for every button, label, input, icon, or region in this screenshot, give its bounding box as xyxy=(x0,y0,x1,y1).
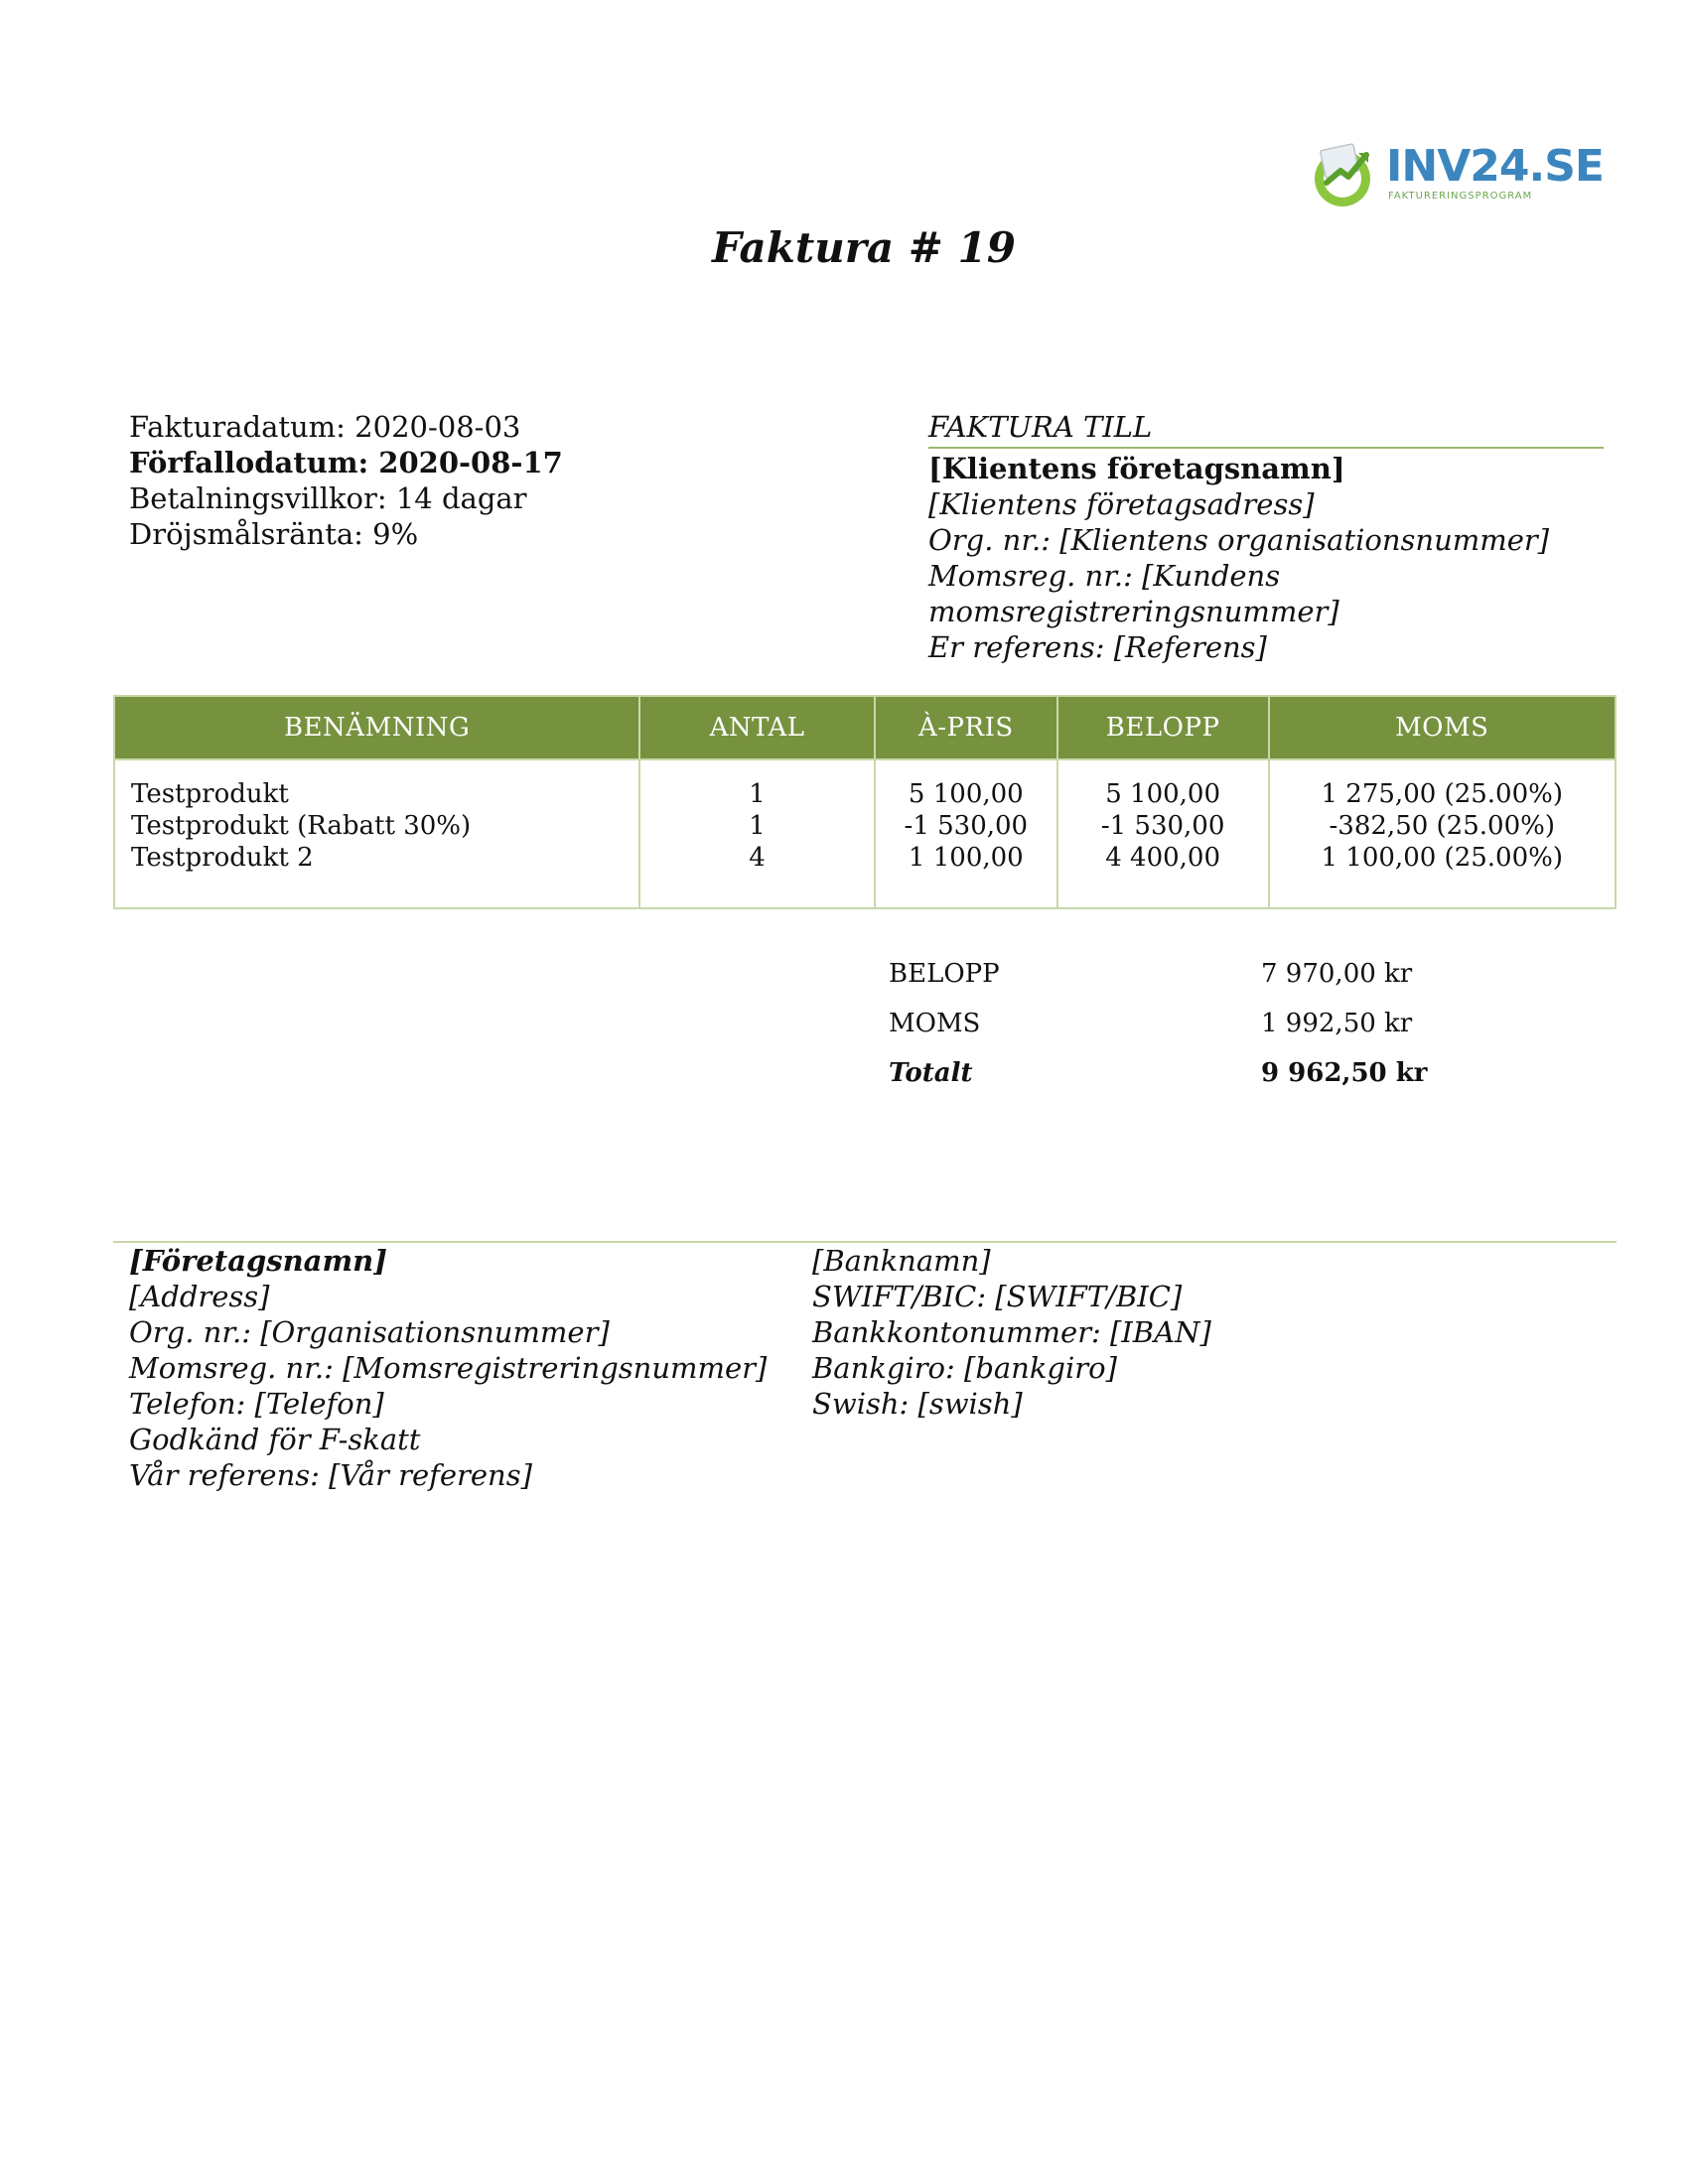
item-price: -1 530,00 xyxy=(904,811,1029,841)
item-amount: 5 100,00 xyxy=(1105,779,1220,809)
totals-total-label: Totalt xyxy=(889,1058,973,1088)
bill-to-heading: FAKTURA TILL xyxy=(928,409,1604,449)
item-name: Testprodukt (Rabatt 30%) xyxy=(131,811,472,841)
client-vat: Momsreg. nr.: [Kundens momsregistreringsnummer] xyxy=(928,559,1339,628)
client-name: [Klientens företagsnamn] xyxy=(928,452,1345,485)
company-name: [Företagsnamn] xyxy=(129,1244,387,1278)
logo-mark-icon xyxy=(1309,139,1380,210)
item-qty-cell xyxy=(639,759,875,908)
company-phone: Telefon: [Telefon] xyxy=(129,1387,384,1421)
client-address: [Klientens företagsadress] xyxy=(928,487,1315,521)
items-table xyxy=(113,695,1617,909)
column-header-name: BENÄMNING xyxy=(114,696,639,759)
company-ftax: Godkänd för F-skatt xyxy=(129,1423,421,1456)
late-interest: Dröjsmålsränta: 9% xyxy=(129,517,419,551)
item-price-cell xyxy=(875,759,1057,908)
invoice-title: Faktura # 19 xyxy=(712,223,1016,272)
invoice-meta xyxy=(129,409,563,552)
bank-bankgiro: Bankgiro: [bankgiro] xyxy=(812,1351,1117,1385)
bank-swish: Swish: [swish] xyxy=(812,1387,1023,1421)
company-reference: Vår referens: [Vår referens] xyxy=(129,1458,532,1492)
company-address: [Address] xyxy=(129,1280,270,1313)
item-qty: 1 xyxy=(749,811,766,841)
logo-tagline: FAKTURERINGSPROGRAM xyxy=(1388,191,1533,202)
bank-swift: SWIFT/BIC: [SWIFT/BIC] xyxy=(812,1280,1183,1313)
company-org: Org. nr.: [Organisationsnummer] xyxy=(129,1315,610,1349)
column-header-qty: ANTAL xyxy=(639,696,875,759)
bank-iban: Bankkontonummer: [IBAN] xyxy=(812,1315,1211,1349)
table-body-row xyxy=(114,759,1616,908)
item-name: Testprodukt xyxy=(131,779,289,809)
item-vat: -382,50 (25.00%) xyxy=(1329,811,1555,841)
totals-amount-label: BELOPP xyxy=(889,959,1000,989)
item-amount-cell xyxy=(1057,759,1269,908)
totals-vat-value: 1 992,50 kr xyxy=(1261,1009,1413,1038)
item-qty: 1 xyxy=(749,779,766,809)
logo-name: INV24.SE xyxy=(1386,141,1604,192)
totals-total-value: 9 962,50 kr xyxy=(1261,1058,1428,1088)
bank-info xyxy=(812,1243,1211,1422)
item-price: 5 100,00 xyxy=(908,779,1024,809)
bank-name: [Banknamn] xyxy=(812,1244,991,1278)
item-vat: 1 275,00 (25.00%) xyxy=(1321,779,1563,809)
bill-to xyxy=(928,409,1604,665)
item-vat-cell xyxy=(1269,759,1617,908)
column-header-unit-price: À-PRIS xyxy=(875,696,1057,759)
company-logo xyxy=(1309,137,1604,216)
client-reference: Er referens: [Referens] xyxy=(928,630,1267,664)
due-date: Förfallodatum: 2020-08-17 xyxy=(129,446,563,479)
item-vat: 1 100,00 (25.00%) xyxy=(1321,843,1563,873)
item-names-cell xyxy=(114,759,639,908)
item-amount: 4 400,00 xyxy=(1105,843,1220,873)
table-header-row xyxy=(114,696,1616,759)
client-org: Org. nr.: [Klientens organisationsnummer] xyxy=(928,523,1550,557)
item-name: Testprodukt 2 xyxy=(131,843,314,873)
column-header-vat: MOMS xyxy=(1269,696,1617,759)
totals-amount-value: 7 970,00 kr xyxy=(1261,959,1413,989)
item-qty: 4 xyxy=(749,843,766,873)
column-header-amount: BELOPP xyxy=(1057,696,1269,759)
item-amount: -1 530,00 xyxy=(1100,811,1225,841)
totals-vat-label: MOMS xyxy=(889,1009,981,1038)
payment-terms: Betalningsvillkor: 14 dagar xyxy=(129,481,527,515)
company-info xyxy=(129,1243,767,1493)
item-price: 1 100,00 xyxy=(908,843,1024,873)
invoice-date: Fakturadatum: 2020-08-03 xyxy=(129,410,521,444)
company-vat: Momsreg. nr.: [Momsregistreringsnummer] xyxy=(129,1351,768,1385)
